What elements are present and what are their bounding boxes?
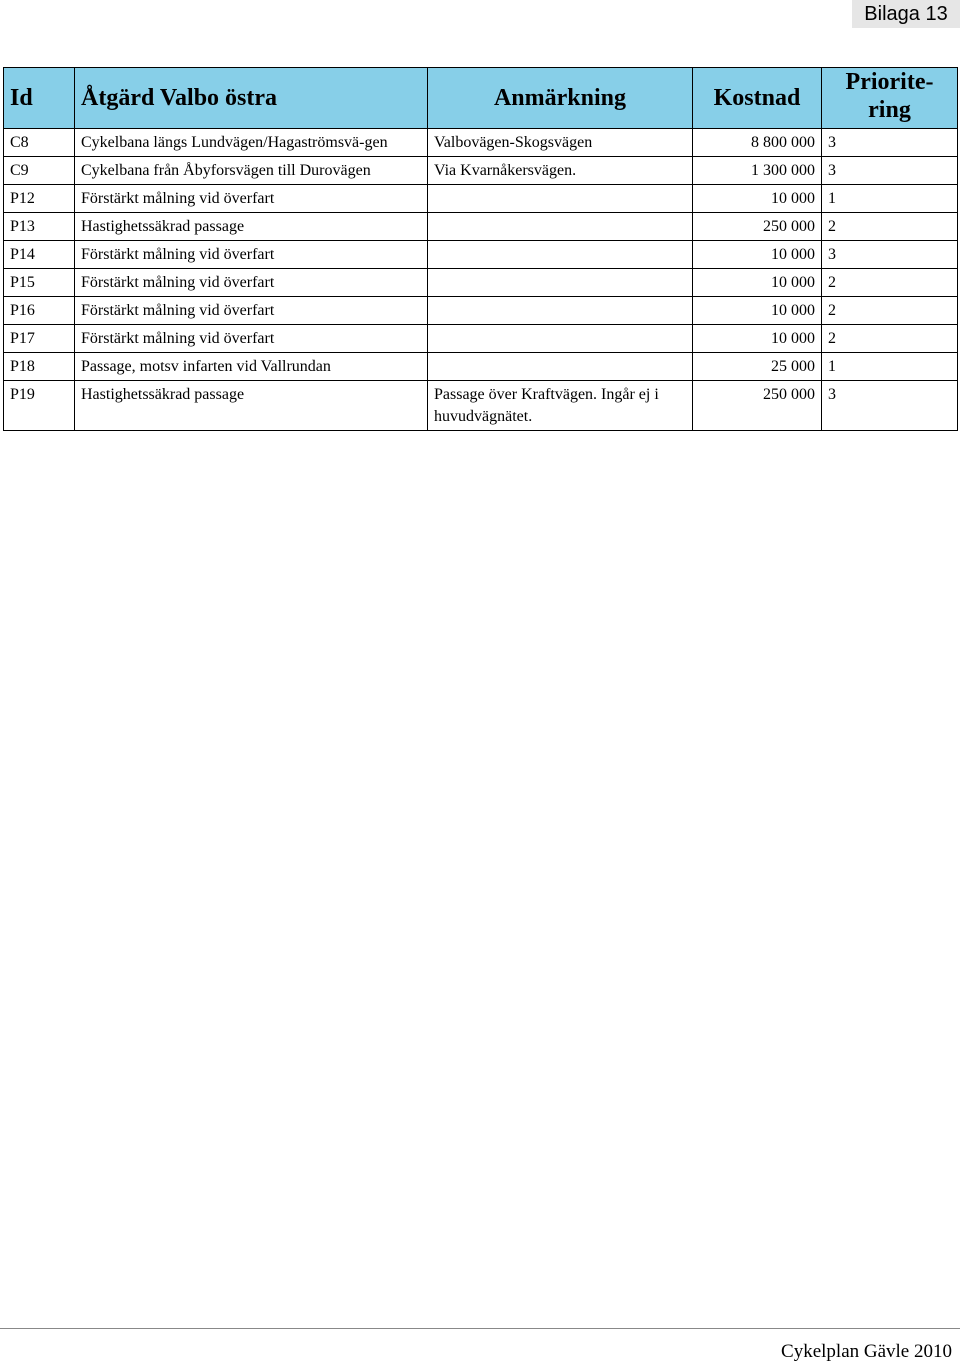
- table-row: [4, 185, 958, 213]
- cell-id: P18: [4, 353, 75, 381]
- cell-id: C8: [4, 129, 75, 157]
- footer-divider: [0, 1328, 960, 1329]
- cell-id: P13: [4, 213, 75, 241]
- appendix-label: Bilaga 13: [852, 0, 960, 28]
- cell-anmarkning: Valbovägen-Skogsvägen: [428, 129, 693, 157]
- cell-anmarkning: [428, 297, 693, 325]
- cell-kostnad: 10 000: [693, 297, 822, 325]
- cell-anmarkning: [428, 353, 693, 381]
- cell-atgard: Cykelbana längs Lundvägen/Hagaströmsvä-gen: [75, 129, 428, 157]
- table-row: [4, 353, 958, 381]
- cell-prioritering: 3: [822, 129, 958, 157]
- column-header-id: Id: [4, 68, 75, 129]
- cell-atgard: Hastighetssäkrad passage: [75, 381, 428, 431]
- cell-id: P17: [4, 325, 75, 353]
- cell-prioritering: 2: [822, 297, 958, 325]
- measures-table: [3, 67, 958, 431]
- header-row: [4, 68, 958, 129]
- table-row: [4, 157, 958, 185]
- cell-anmarkning: Via Kvarnåkersvägen.: [428, 157, 693, 185]
- table-row: [4, 129, 958, 157]
- table-row: [4, 325, 958, 353]
- cell-atgard: Förstärkt målning vid överfart: [75, 269, 428, 297]
- column-header-kostnad: Kostnad: [693, 68, 822, 129]
- cell-prioritering: 2: [822, 269, 958, 297]
- cell-id: C9: [4, 157, 75, 185]
- column-header-prioritering: Priorite-ring: [822, 68, 958, 129]
- cell-anmarkning: [428, 269, 693, 297]
- cell-atgard: Förstärkt målning vid överfart: [75, 241, 428, 269]
- cell-kostnad: 10 000: [693, 185, 822, 213]
- cell-atgard: Cykelbana från Åbyforsvägen till Durovägen: [75, 157, 428, 185]
- footer-title: Cykelplan Gävle 2010: [781, 1341, 952, 1362]
- table-row: [4, 381, 958, 431]
- cell-kostnad: 25 000: [693, 353, 822, 381]
- table-header: [4, 68, 958, 129]
- cell-id: P12: [4, 185, 75, 213]
- cell-anmarkning: [428, 213, 693, 241]
- cell-prioritering: 3: [822, 241, 958, 269]
- cell-atgard: Förstärkt målning vid överfart: [75, 297, 428, 325]
- cell-kostnad: 10 000: [693, 269, 822, 297]
- cell-anmarkning: [428, 241, 693, 269]
- cell-anmarkning: [428, 325, 693, 353]
- cell-atgard: Hastighetssäkrad passage: [75, 213, 428, 241]
- cell-prioritering: 1: [822, 353, 958, 381]
- cell-id: P16: [4, 297, 75, 325]
- cell-prioritering: 2: [822, 325, 958, 353]
- cell-id: P15: [4, 269, 75, 297]
- cell-kostnad: 8 800 000: [693, 129, 822, 157]
- cell-anmarkning: [428, 185, 693, 213]
- table-row: [4, 269, 958, 297]
- cell-kostnad: 10 000: [693, 325, 822, 353]
- cell-prioritering: 2: [822, 213, 958, 241]
- column-header-anmarkning: Anmärkning: [428, 68, 693, 129]
- cell-id: P14: [4, 241, 75, 269]
- table-row: [4, 297, 958, 325]
- cell-kostnad: 250 000: [693, 213, 822, 241]
- table-row: [4, 213, 958, 241]
- cell-kostnad: 10 000: [693, 241, 822, 269]
- cell-kostnad: 250 000: [693, 381, 822, 431]
- cell-anmarkning: Passage över Kraftvägen. Ingår ej i huvudvägnätet.: [428, 381, 693, 431]
- table-body: [4, 129, 958, 431]
- cell-kostnad: 1 300 000: [693, 157, 822, 185]
- cell-atgard: Förstärkt målning vid överfart: [75, 325, 428, 353]
- cell-atgard: Förstärkt målning vid överfart: [75, 185, 428, 213]
- cell-prioritering: 3: [822, 157, 958, 185]
- cell-atgard: Passage, motsv infarten vid Vallrundan: [75, 353, 428, 381]
- cell-id: P19: [4, 381, 75, 431]
- column-header-atgard: Åtgärd Valbo östra: [75, 68, 428, 129]
- cell-prioritering: 3: [822, 381, 958, 431]
- cell-prioritering: 1: [822, 185, 958, 213]
- table-row: [4, 241, 958, 269]
